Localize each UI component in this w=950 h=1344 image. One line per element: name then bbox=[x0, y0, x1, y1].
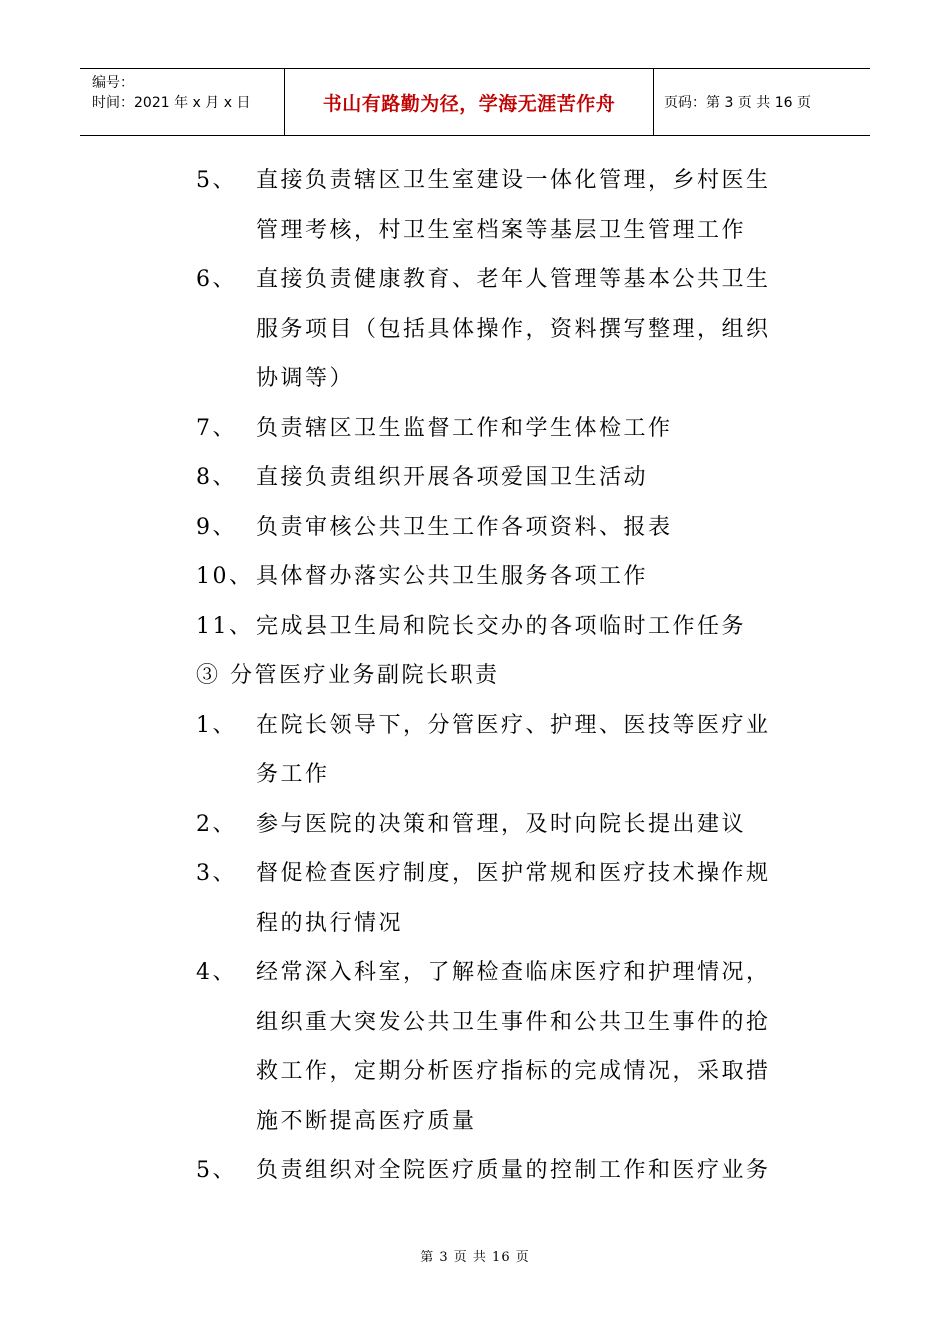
line-text: 协调等） bbox=[256, 366, 355, 391]
page-info: 页码：第 3 页 共 16 页 bbox=[664, 95, 811, 111]
line-text: 经常深入科室，了解检查临床医疗和护理情况， bbox=[256, 960, 771, 985]
line-text: ③ 分管医疗业务副院长职责 bbox=[196, 663, 500, 688]
line-text: 程的执行情况 bbox=[256, 910, 404, 936]
item-number: 4、 bbox=[196, 960, 237, 985]
line-text: 务工作 bbox=[256, 762, 330, 787]
time-label: 时间：2021 年 x 月 x 日 bbox=[92, 95, 251, 111]
line-text: 完成县卫生局和院长交办的各项临时工作任务 bbox=[256, 613, 747, 639]
line-text: 直接负责辖区卫生室建设一体化管理，乡村医生 bbox=[256, 168, 771, 193]
line-text: 服务项目（包括具体操作，资料撰写整理，组织 bbox=[256, 316, 771, 342]
line-text: 负责审核公共卫生工作各项资料、报表 bbox=[256, 514, 673, 540]
line-text: 在院长领导下，分管医疗、护理、医技等医疗业 bbox=[256, 712, 771, 738]
line-text: 负责辖区卫生监督工作和学生体检工作 bbox=[256, 415, 673, 441]
item-number: 11、 bbox=[196, 613, 254, 639]
item-number: 5、 bbox=[196, 168, 237, 193]
line-text: 参与医院的决策和管理，及时向院长提出建议 bbox=[256, 811, 747, 837]
item-number: 9、 bbox=[196, 514, 237, 540]
item-number: 3、 bbox=[196, 861, 237, 886]
line-text: 直接负责健康教育、老年人管理等基本公共卫生 bbox=[256, 267, 771, 292]
line-text: 管理考核，村卫生室档案等基层卫生管理工作 bbox=[256, 217, 747, 243]
line-text: 督促检查医疗制度，医护常规和医疗技术操作规 bbox=[256, 861, 771, 886]
item-number: 8、 bbox=[196, 465, 237, 490]
item-number: 6、 bbox=[196, 267, 237, 292]
line-text: 施不断提高医疗质量 bbox=[256, 1108, 477, 1134]
line-text: 救工作，定期分析医疗指标的完成情况，采取措 bbox=[256, 1059, 771, 1084]
item-number: 2、 bbox=[196, 811, 237, 837]
document-header bbox=[80, 68, 870, 136]
line-text: 直接负责组织开展各项爱国卫生活动 bbox=[256, 465, 649, 490]
item-number: 1、 bbox=[196, 712, 237, 738]
header-page-cell bbox=[654, 69, 870, 135]
item-number: 10、 bbox=[196, 564, 254, 589]
line-text: 具体督办落实公共卫生服务各项工作 bbox=[256, 564, 649, 589]
header-meta bbox=[80, 69, 284, 135]
item-number: 5、 bbox=[196, 1158, 237, 1183]
header-motto-cell bbox=[284, 69, 654, 135]
motto-text: 书山有路勤为径，学海无涯苦作舟 bbox=[322, 92, 616, 115]
number-label: 编号： bbox=[92, 75, 134, 91]
item-number: 7、 bbox=[196, 415, 237, 441]
page-footer: 第 3 页 共 16 页 bbox=[420, 1250, 530, 1265]
line-text: 负责组织对全院医疗质量的控制工作和医疗业务 bbox=[256, 1158, 771, 1183]
line-text: 组织重大突发公共卫生事件和公共卫生事件的抢 bbox=[256, 1009, 771, 1035]
